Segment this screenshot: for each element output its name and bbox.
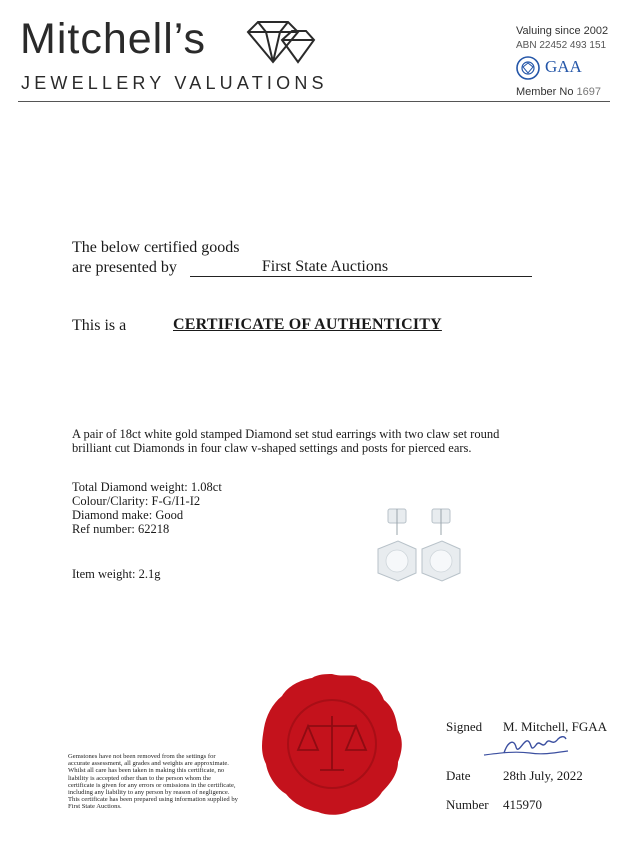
number-label: Number: [446, 797, 489, 812]
number-value: 415970: [503, 797, 542, 812]
signed-label: Signed: [446, 719, 483, 734]
valuing-since: Valuing since 2002: [516, 25, 609, 37]
item-weight: Item weight: 2.1g: [72, 567, 161, 581]
item-description: A pair of 18ct white gold stamped Diamond set stud earrings with two claw set round brilliant cut Diamonds in four claw v-shaped settings and posts for pierced ears.: [72, 427, 500, 455]
certificate-prefix: This is a: [72, 317, 127, 334]
header-divider: [18, 101, 610, 102]
gaa-emblem-icon: [515, 55, 541, 81]
date-value: 28th July, 2022: [503, 768, 583, 783]
diamond-make: Diamond make: Good: [72, 508, 184, 522]
ref-number: Ref number: 62218: [72, 522, 170, 536]
certificate-title: CERTIFICATE OF AUTHENTICITY: [173, 316, 442, 333]
brand-subtitle: JEWELLERY VALUATIONS: [21, 73, 328, 93]
brand-name: Mitchell’s: [20, 15, 207, 63]
diamond-logo-icon: [244, 18, 316, 66]
gaa-label: GAA: [545, 57, 582, 76]
member-label: Member No: [516, 86, 574, 98]
earrings-photo: [370, 505, 485, 585]
total-diamond-weight: Total Diamond weight: 1.08ct: [72, 480, 222, 494]
signed-value: M. Mitchell, FGAA: [503, 719, 607, 734]
presenter-name: First State Auctions: [261, 258, 389, 275]
handwritten-signature: [480, 733, 575, 761]
wax-seal-icon: [258, 670, 406, 818]
item-details: [72, 480, 222, 536]
colour-clarity: Colour/Clarity: F-G/I1-I2: [72, 494, 201, 508]
abn-number: ABN 22452 493 151: [516, 40, 607, 51]
date-label: Date: [446, 768, 471, 783]
presenter-underline: [190, 276, 532, 277]
intro-line-1: The below certified goods: [72, 239, 240, 256]
disclaimer-text: Gemstones have not been removed from the settings for accurate assessment, all grades and weights are approximate. Whilst all care has been taken in making this certificate, no liability is accepted other than to the person whom the certificate is given for any errors or omissions in the certificate, including any liability to any person by reason of negligence. This certificate has been prepared using information supplied by First State Auctions.: [68, 753, 238, 811]
member-number: 1697: [576, 86, 602, 98]
member-info: [516, 86, 601, 98]
intro-line-2: are presented by: [72, 259, 177, 276]
